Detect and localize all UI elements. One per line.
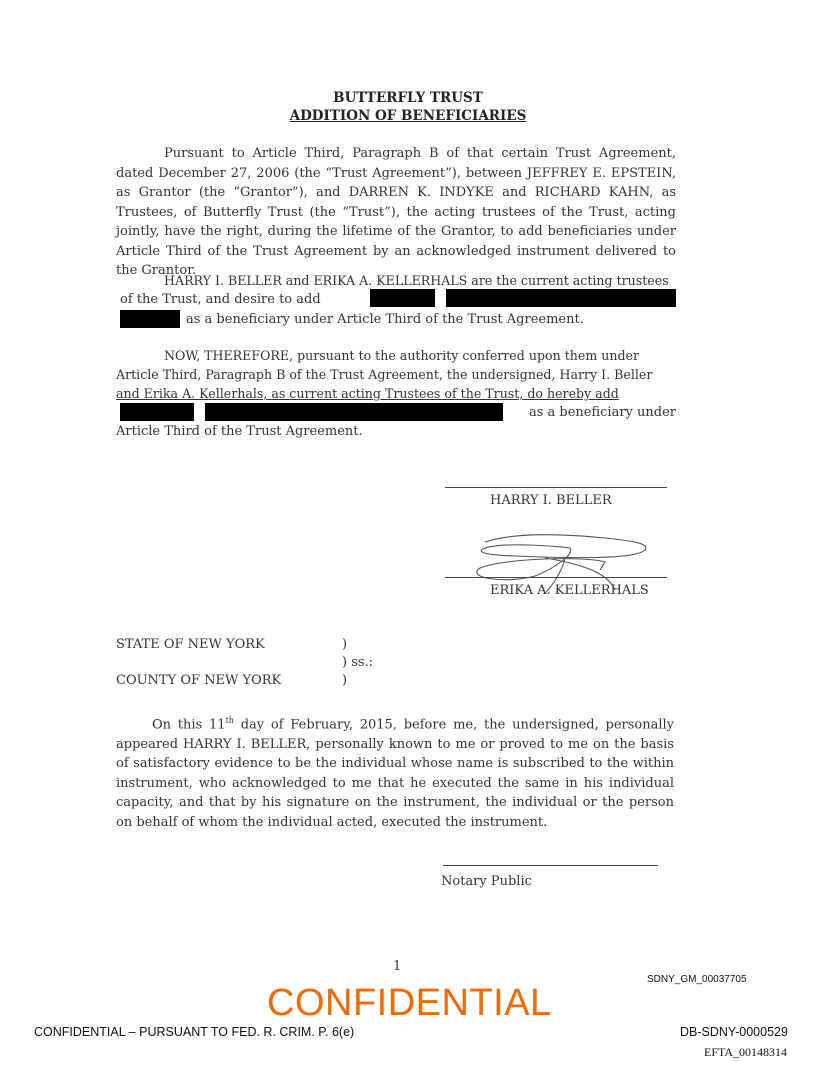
paragraph-pursuant-text: Pursuant to Article Third, Paragraph B of that certain Trust Agreement, dated December 27, 2006 (the “Trust Agreement”), between JEFFREY E. EPSTEIN, as Grantor (the “Grantor”), and DARREN K. INDYKE and RICHARD KAHN, as Trustees, of Butterfly Trust (the “Trust”), the acting trustees of the Trust, acting jointly, have the right, during the lifetime of the Grantor, to add beneficiaries under Article Third of the Trust Agreement by an acknowledged instrument delivered to the Grantor.	[116, 146, 676, 278]
notary-acknowledgment	[116, 711, 674, 832]
bates-number: SDNY_GM_00037705	[647, 974, 747, 985]
confidential-notice: CONFIDENTIAL – PURSUANT TO FED. R. CRIM. P. 6(e)	[34, 1025, 355, 1039]
document-title: BUTTERFLY TRUST	[333, 90, 483, 106]
paragraph-pursuant	[116, 144, 676, 281]
venue-brace: )	[342, 673, 348, 688]
paragraph-therefore-line5: Article Third of the Trust Agreement.	[116, 424, 363, 439]
paragraph-therefore-line2: Article Third, Paragraph B of the Trust Agreement, the undersigned, Harry I. Beller	[116, 367, 653, 382]
paragraph-therefore-line3: and Erika A. Kellerhals, as current acting Trustees of the Trust, do hereby add	[116, 386, 619, 401]
notary-text-sup: th	[225, 716, 234, 725]
paragraph-acting-trustees-line3: as a beneficiary under Article Third of the Trust Agreement.	[186, 312, 584, 327]
redaction-box	[120, 310, 180, 328]
signer-name-kellerhals: ERIKA A. KELLERHALS	[490, 583, 649, 598]
redaction-box	[120, 403, 194, 421]
notary-text-rest: day of February, 2015, before me, the undersigned, personally appeared HARRY I. BELLER, personally known to me or proved to me on the basis of satisfactory evidence to be the individual whose name is subscribed to the within instrument, who acknowledged to me that he executed the same in his individual capacity, and that by his signature on the instrument, the individual or the person on behalf of whom the individual acted, executed the instrument.	[116, 717, 675, 830]
redaction-box	[446, 289, 676, 307]
redaction-box	[205, 403, 503, 421]
venue-brace: )	[342, 637, 348, 652]
paragraph-therefore-line1: NOW, THEREFORE, pursuant to the authority conferred upon them under	[164, 348, 640, 363]
signature-line	[445, 487, 667, 488]
db-number: DB-SDNY-0000529	[680, 1025, 788, 1039]
paragraph-acting-trustees-line1: HARRY I. BELLER and ERIKA A. KELLERHALS are the current acting trustees	[164, 273, 669, 288]
notary-public-label: Notary Public	[441, 874, 532, 889]
signature-line	[445, 577, 667, 578]
document-subtitle: ADDITION OF BENEFICIARIES	[289, 108, 527, 124]
page-number: 1	[393, 959, 402, 974]
signer-name-beller: HARRY I. BELLER	[490, 493, 612, 508]
venue-ss: ) ss.:	[342, 655, 374, 670]
venue-state: STATE OF NEW YORK	[116, 637, 265, 652]
notary-signature-line	[443, 865, 658, 866]
paragraph-acting-trustees-line2: of the Trust, and desire to add	[120, 292, 321, 307]
efta-number: EFTA_00148314	[704, 1045, 788, 1059]
redaction-box	[370, 289, 435, 307]
venue-county: COUNTY OF NEW YORK	[116, 673, 282, 688]
confidential-stamp: CONFIDENTIAL	[267, 982, 552, 1024]
paragraph-therefore-line4: as a beneficiary under	[528, 405, 676, 420]
notary-text-prefix: On this 11	[152, 717, 226, 733]
